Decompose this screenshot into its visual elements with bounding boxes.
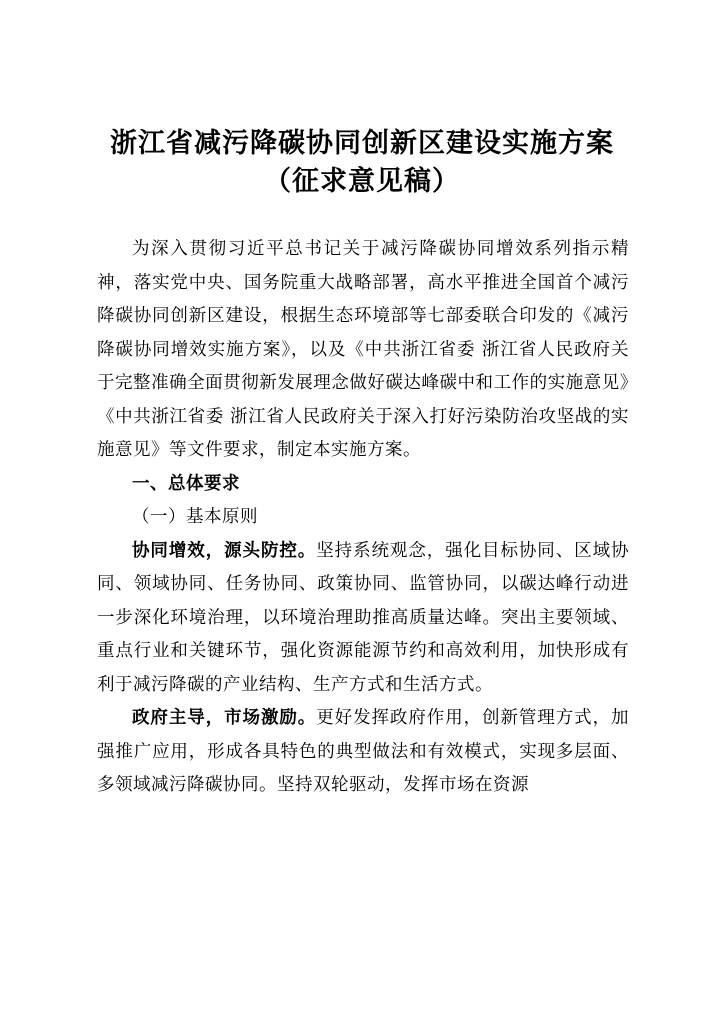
document-body [97, 233, 629, 803]
principle-text: 更好发挥政府作用，创新管理方式，加强推广应用，形成各具特色的典型做法和有效模式，实现多层面、多领域减污降碳协同。坚持双轮驱动，发挥市场在资源 [97, 708, 630, 795]
document-title: 浙江省减污降碳协同创新区建设实施方案 [110, 128, 614, 159]
section-heading: 一、总体要求 [132, 473, 240, 494]
principle-lead: 协同增效，源头防控。 [132, 540, 317, 561]
principle-lead: 政府主导，市场激励。 [132, 708, 317, 728]
subsection-heading: （一）基本原则 [132, 507, 258, 527]
principle-paragraph [97, 702, 629, 803]
principle-paragraph [97, 535, 629, 703]
document-subtitle: （征求意见稿） [264, 166, 460, 197]
principle-text: 坚持系统观念，强化目标协同、区域协同、领域协同、任务协同、政策协同、监管协同，以碳达峰行动进一步深化环境治理，以环境治理助推高质量达峰。突出主要领域、重点行业和关键环节，强化资源能源节约和高效利用，加快形成有利于减污降碳的产业结构、生产方式和生活方式。 [97, 540, 630, 695]
intro-paragraph: 为深入贯彻习近平总书记关于减污降碳协同增效系列指示精神，落实党中央、国务院重大战略部署，高水平推进全国首个减污降碳协同创新区建设，根据生态环境部等七部委联合印发的《减污降碳协同增效实施方案》，以及《中共浙江省委 浙江省人民政府关于完整准确全面贯彻新发展理念做好碳达峰碳中和工作的实施意见》《中共浙江省委 浙江省人民政府关于深入打好污染防治攻坚战的实施意见》等文件要求，制定本实施方案。 [97, 239, 629, 460]
